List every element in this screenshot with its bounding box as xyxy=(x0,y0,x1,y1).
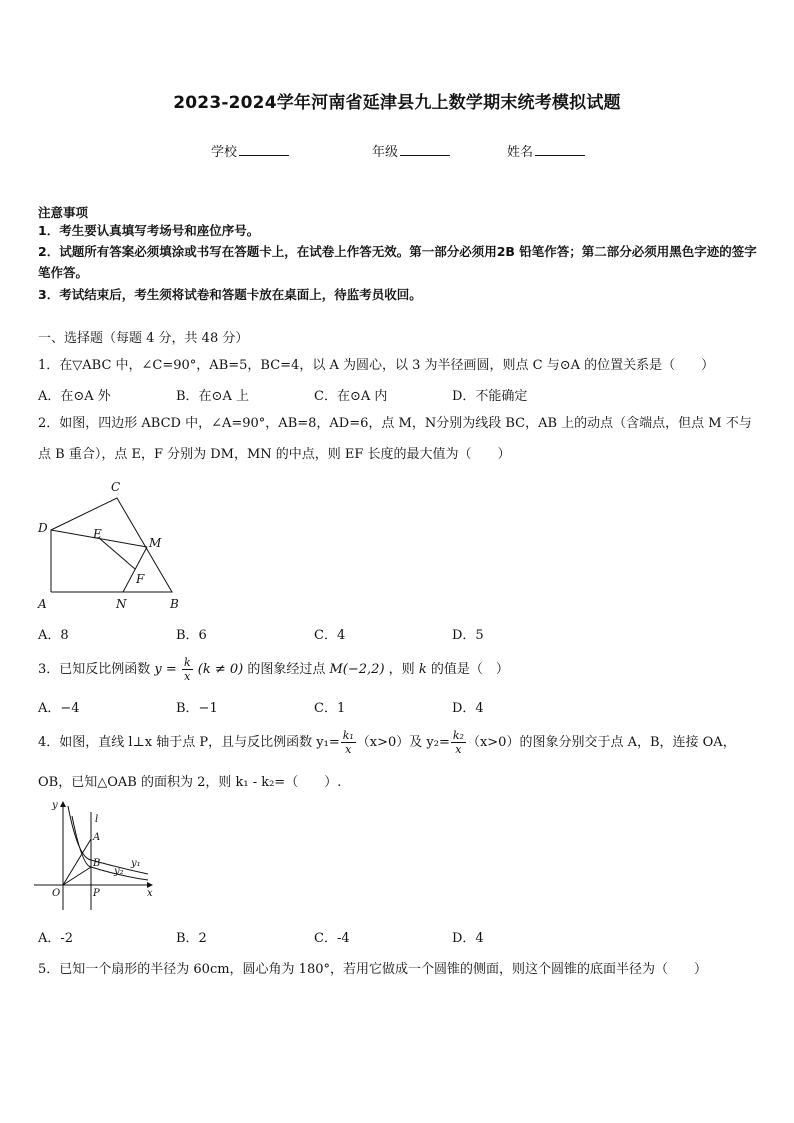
exam-title: 2023-2024学年河南省延津县九上数学期末统考模拟试题 xyxy=(173,93,621,113)
q4-middle: （x>0）及 y₂= xyxy=(356,735,450,750)
label-f: F xyxy=(136,572,145,586)
q3-option-c: C．1 xyxy=(314,701,346,716)
q1-option-b: B．在⊙A 上 xyxy=(176,389,249,404)
segment-oa xyxy=(63,839,91,885)
section-heading: 一、选择题（每题 4 分，共 48 分） xyxy=(38,331,249,346)
q3-post: ，则 xyxy=(388,662,415,677)
q3-option-a: A．−4 xyxy=(38,701,80,716)
name-label: 姓名 xyxy=(507,145,534,160)
q2-quadrilateral-figure xyxy=(30,475,190,615)
q3-y: y = xyxy=(154,662,177,677)
label-m: M xyxy=(149,536,162,550)
school-blank xyxy=(239,143,289,156)
q3-denominator: x xyxy=(184,670,191,683)
notice-item: 1．考生要认真填写考场号和座位序号。 xyxy=(38,223,260,238)
name-field xyxy=(507,141,585,160)
q4-f2-denominator: x xyxy=(455,743,462,756)
label-e: E xyxy=(93,527,102,541)
notice-item: 2．试题所有答案必须填涂或书写在答题卡上，在试卷上作答无效。第一部分必须用2B 铅笔作答；第二部分必须用黑色字迹的签字笔作答。 xyxy=(38,244,757,280)
label-a-point: A xyxy=(93,832,101,843)
q1-option-a: A．在⊙A 外 xyxy=(38,389,111,404)
question-2-text: 2．如图，四边形 ABCD 中，∠A=90°，AB=8，AD=6，点 M，N分别为线段 BC，AB 上的动点（含端点，但点 M 不与点 B 重合），点 E，F 分别为 DM，MN 的中点，则 EF 长度的最大值为（ ） xyxy=(38,416,752,462)
question-4-line-2: OB，已知△OAB 的面积为 2，则 k₁ - k₂=（ ）. xyxy=(38,775,342,790)
label-d: D xyxy=(38,521,48,535)
name-blank xyxy=(535,143,585,156)
label-y1: y₁ xyxy=(131,858,141,869)
segment-ob xyxy=(63,867,91,885)
grade-blank xyxy=(400,143,450,156)
q4-function-graph xyxy=(30,796,160,916)
notice-item: 3．考试结束后，考生须将试卷和答题卡放在桌面上，待监考员收回。 xyxy=(38,287,422,302)
label-x-axis: x xyxy=(147,888,153,899)
curve-y2 xyxy=(72,816,148,880)
q4-option-b: B．2 xyxy=(176,931,207,946)
school-field xyxy=(211,141,289,160)
q4-post: （x>0）的图象分别交于点 A，B，连接 OA， xyxy=(466,735,736,750)
q2-option-d: D．5 xyxy=(452,628,484,643)
label-n: N xyxy=(116,597,127,611)
notice-heading: 注意事项 xyxy=(38,205,89,220)
q3-end: 的值是（ ） xyxy=(430,662,509,677)
q3-intro: 3．已知反比例函数 xyxy=(38,662,151,677)
question-3-text xyxy=(38,656,509,683)
q1-option-c: C．在⊙A 内 xyxy=(314,389,388,404)
label-b-point: B xyxy=(93,858,101,869)
q3-point: M(−2,2) xyxy=(329,662,385,677)
question-1-text: 1．在▽ABC 中，∠C=90°，AB=5，BC=4，以 A 为圆心，以 3 为半径画圆，则点 C 与⊙A 的位置关系是（ ） xyxy=(38,358,715,373)
q4-fraction-1 xyxy=(341,729,356,756)
q4-intro: 4．如图，直线 l⊥x 轴于点 P，且与反比例函数 y₁= xyxy=(38,735,340,750)
q3-numerator: k xyxy=(183,656,191,669)
q4-option-c: C．-4 xyxy=(314,931,350,946)
q3-fraction xyxy=(182,656,193,683)
q4-f1-denominator: x xyxy=(345,743,352,756)
question-5-text: 5．已知一个扇形的半径为 60cm，圆心角为 180°，若用它做成一个圆锥的侧面，则这个圆锥的底面半径为（ ） xyxy=(38,962,707,977)
grade-field xyxy=(372,141,450,160)
q3-middle: 的图象经过点 xyxy=(247,662,326,677)
q3-option-b: B．−1 xyxy=(176,701,218,716)
label-c: C xyxy=(111,480,121,494)
label-b: B xyxy=(170,597,179,611)
q4-option-d: D．4 xyxy=(452,931,484,946)
q4-fraction-2 xyxy=(451,729,466,756)
label-l: l xyxy=(95,814,99,825)
q3-k: k xyxy=(418,662,427,677)
q3-option-d: D．4 xyxy=(452,701,484,716)
segment-ef xyxy=(99,538,135,569)
label-p: P xyxy=(93,888,100,899)
label-y-axis: y xyxy=(52,800,58,811)
question-4-text xyxy=(38,729,736,756)
q4-f1-numerator: k₁ xyxy=(342,729,354,742)
q2-option-c: C．4 xyxy=(314,628,346,643)
q2-option-b: B．6 xyxy=(176,628,207,643)
label-y2: y₂ xyxy=(114,866,124,877)
q3-condition: (k ≠ 0) xyxy=(197,662,244,677)
q1-option-d: D．不能确定 xyxy=(452,389,528,404)
label-o: O xyxy=(52,888,61,899)
q4-option-a: A．-2 xyxy=(38,931,74,946)
school-label: 学校 xyxy=(211,145,238,160)
grade-label: 年级 xyxy=(372,145,399,160)
label-a: A xyxy=(38,597,47,611)
q2-option-a: A．8 xyxy=(38,628,69,643)
q4-f2-numerator: k₂ xyxy=(452,729,464,742)
